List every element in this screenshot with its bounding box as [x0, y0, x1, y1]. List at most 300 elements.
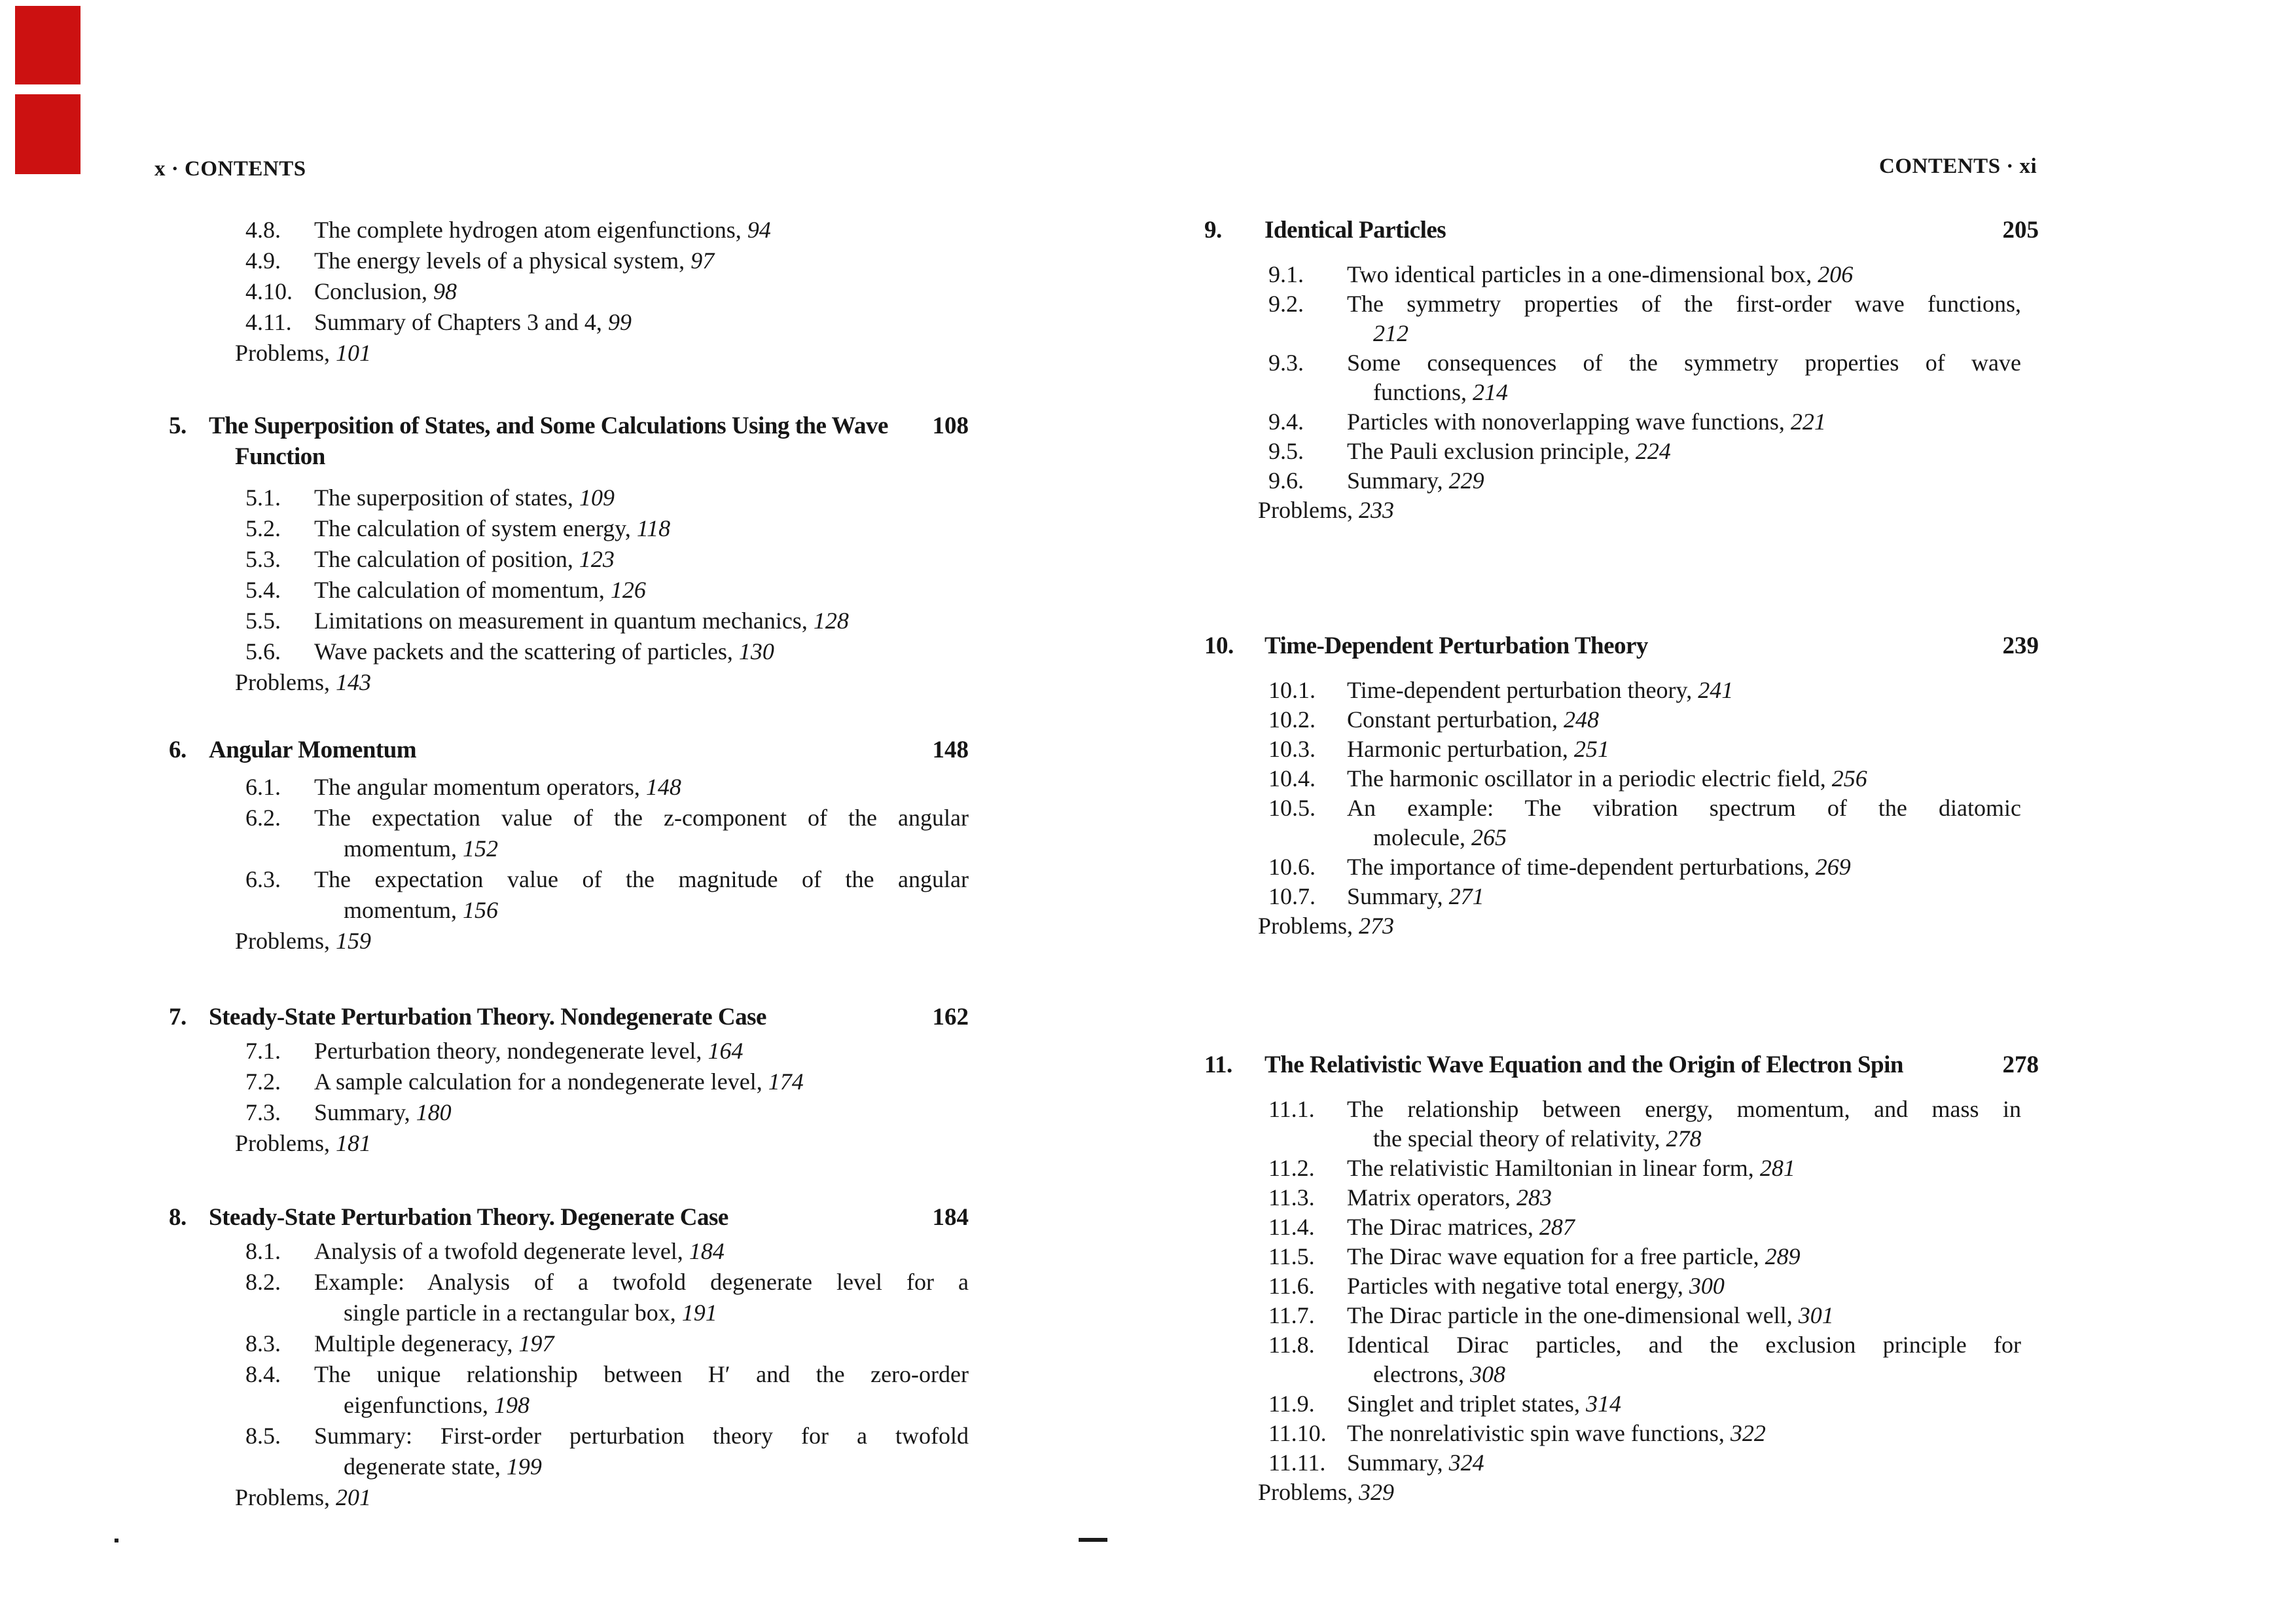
item-page-number: 118	[636, 515, 671, 541]
item-number: 11.9.	[1268, 1391, 1315, 1417]
toc-item	[1268, 1389, 2021, 1419]
item-number: 4.10.	[245, 278, 293, 304]
item-text-line	[1347, 1448, 2021, 1478]
item-text-line	[1373, 1124, 2021, 1154]
problems-page-number: 143	[336, 669, 372, 695]
chapter-title-line: The Relativistic Wave Equation and the Origin of Electron Spin	[1265, 1051, 1903, 1078]
item-page-number: 98	[433, 278, 457, 304]
chapter-page-number: 278	[2002, 1051, 2039, 1078]
toc-item	[245, 1328, 969, 1359]
item-number: 10.5.	[1268, 795, 1316, 821]
item-number: 11.1.	[1268, 1096, 1315, 1122]
item-text-line	[1347, 764, 2021, 793]
item-text: The harmonic oscillator in a periodic electric field,	[1347, 765, 1826, 792]
chapter-8-items	[235, 1236, 969, 1513]
item-number: 9.3.	[1268, 350, 1304, 376]
item-page-number: 281	[1759, 1155, 1795, 1181]
chapter-page-number: 239	[2002, 632, 2039, 659]
chapter-page-number: 148	[932, 737, 969, 763]
item-text: Harmonic perturbation,	[1347, 736, 1568, 762]
chapter-9-section	[1204, 215, 2039, 525]
item-text: A sample calculation for a nondegenerate level,	[314, 1068, 762, 1095]
item-number: 8.2.	[245, 1269, 281, 1295]
item-text: Singlet and triplet states,	[1347, 1391, 1580, 1417]
toc-item	[1268, 1242, 2021, 1271]
chapter-4-items	[235, 215, 969, 369]
item-page-number: 265	[1471, 824, 1507, 850]
item-text: The angular momentum operators,	[314, 774, 640, 800]
toc-item	[245, 1421, 969, 1482]
item-text: Summary: First-order perturbation theory for a twofold	[314, 1423, 969, 1449]
toc-item	[245, 1236, 969, 1267]
chapter-5-section	[169, 410, 969, 698]
chapter-5-items	[235, 483, 969, 698]
item-page-number: 287	[1539, 1214, 1575, 1240]
item-page-number: 322	[1730, 1420, 1766, 1446]
item-text: The calculation of momentum,	[314, 577, 605, 603]
problems-entry	[235, 926, 969, 957]
chapter-heading	[169, 1202, 969, 1233]
item-number: 4.8.	[245, 217, 281, 243]
item-page-number: 109	[579, 484, 615, 511]
item-page-number: 197	[518, 1330, 554, 1357]
chapter-title-line: Identical Particles	[1265, 217, 1446, 244]
item-text: Particles with nonoverlapping wave functions,	[1347, 409, 1785, 435]
item-text: The relationship between energy, momentum, and mass in	[1347, 1096, 2021, 1122]
problems-page-number: 273	[1359, 913, 1395, 939]
item-text: functions,	[1373, 379, 1467, 405]
toc-item	[1268, 1271, 2021, 1301]
item-page-number: 126	[610, 577, 646, 603]
toc-item	[245, 1359, 969, 1421]
item-text: Matrix operators,	[1347, 1184, 1511, 1211]
chapter-heading	[1204, 631, 2039, 661]
item-number: 6.1.	[245, 774, 281, 800]
toc-item	[1268, 407, 2021, 437]
toc-item	[245, 803, 969, 864]
chapter-title	[1265, 631, 1994, 661]
toc-item	[245, 513, 969, 544]
item-text-line	[1347, 1183, 2021, 1213]
chapter-title-line: The Superposition of States, and Some Calculations Using the Wave	[209, 412, 888, 439]
item-number: 5.6.	[245, 638, 281, 665]
item-text-line	[1347, 260, 2021, 289]
item-text-line	[1347, 437, 2021, 466]
item-number: 7.2.	[245, 1068, 281, 1095]
item-text: The calculation of position,	[314, 546, 573, 572]
item-number: 5.3.	[245, 546, 281, 572]
problems-label: Problems,	[1258, 913, 1354, 939]
toc-item	[245, 246, 969, 276]
item-number: 11.10.	[1268, 1420, 1327, 1446]
item-text: Example: Analysis of a twofold degenerate level for a	[314, 1269, 969, 1295]
toc-item	[1268, 735, 2021, 764]
chapter-page-number: 108	[932, 412, 969, 439]
item-text-line	[1347, 793, 2021, 823]
item-number: 11.7.	[1268, 1302, 1315, 1328]
toc-item	[245, 606, 969, 636]
item-page-number: 156	[463, 897, 498, 923]
item-text: Constant perturbation,	[1347, 706, 1558, 733]
item-text: Identical Dirac particles, and the exclusion principle for	[1347, 1332, 2021, 1358]
item-page-number: 123	[579, 546, 615, 572]
item-text-line	[314, 1067, 969, 1097]
item-text-line	[1373, 823, 2021, 852]
item-text-line	[1347, 1271, 2021, 1301]
item-text: The expectation value of the magnitude of the angular	[314, 866, 969, 892]
item-text: Limitations on measurement in quantum mechanics,	[314, 608, 808, 634]
item-page-number: 191	[681, 1300, 717, 1326]
item-text-line	[314, 1097, 969, 1128]
item-page-number: 94	[747, 217, 771, 243]
problems-page-number: 181	[336, 1130, 372, 1156]
item-page-number: 214	[1472, 379, 1508, 405]
item-page-number: 164	[708, 1038, 744, 1064]
item-text-line	[314, 246, 969, 276]
item-page-number: 174	[768, 1068, 804, 1095]
item-number: 11.6.	[1268, 1273, 1315, 1299]
item-page-number: 130	[738, 638, 774, 665]
item-page-number: 212	[1373, 320, 1408, 346]
item-text: Some consequences of the symmetry properties of wave	[1347, 350, 2021, 376]
chapter-11-items	[1258, 1095, 2021, 1507]
chapter-number: 5.	[169, 412, 187, 439]
item-text: Conclusion,	[314, 278, 428, 304]
item-text: The calculation of system energy,	[314, 515, 631, 541]
item-text: momentum,	[344, 897, 457, 923]
item-page-number: 99	[607, 309, 632, 335]
chapter-title-line: Steady-State Perturbation Theory. Degenerate Case	[209, 1204, 728, 1231]
item-page-number: 128	[813, 608, 849, 634]
toc-item	[1268, 676, 2021, 705]
item-number: 8.3.	[245, 1330, 281, 1357]
right-running-head: CONTENTS · xi	[1879, 155, 2037, 178]
item-text: Two identical particles in a one-dimensional box,	[1347, 261, 1812, 287]
toc-item	[1268, 466, 2021, 496]
toc-item	[1268, 1419, 2021, 1448]
toc-item	[245, 636, 969, 667]
item-text-line	[314, 864, 969, 895]
problems-label: Problems,	[1258, 497, 1354, 523]
item-page-number: 289	[1765, 1243, 1801, 1269]
item-text-line	[1347, 1389, 2021, 1419]
item-text: The superposition of states,	[314, 484, 573, 511]
problems-label: Problems,	[1258, 1479, 1354, 1505]
item-number: 9.1.	[1268, 261, 1304, 287]
toc-item	[1268, 882, 2021, 911]
toc-item	[1268, 289, 2021, 348]
item-text: The Dirac matrices,	[1347, 1214, 1534, 1240]
item-text: Time-dependent perturbation theory,	[1347, 677, 1693, 703]
item-text: Summary,	[1347, 883, 1443, 909]
item-text: molecule,	[1373, 824, 1465, 850]
scan-fiducial-top	[15, 6, 81, 84]
toc-item	[1268, 1154, 2021, 1183]
item-text-line	[1347, 466, 2021, 496]
item-text-line	[1347, 1213, 2021, 1242]
toc-item	[245, 1267, 969, 1328]
item-page-number: 271	[1448, 883, 1484, 909]
item-text-line	[1347, 1242, 2021, 1271]
item-number: 10.1.	[1268, 677, 1316, 703]
problems-entry	[1258, 496, 2021, 525]
item-number: 11.8.	[1268, 1332, 1315, 1358]
chapter-title	[209, 410, 945, 472]
item-text: single particle in a rectangular box,	[344, 1300, 676, 1326]
item-text-line	[1347, 407, 2021, 437]
item-number: 4.9.	[245, 247, 281, 274]
toc-item	[1268, 1330, 2021, 1389]
item-text: eigenfunctions,	[344, 1392, 488, 1418]
item-text: The importance of time-dependent perturbations,	[1347, 854, 1810, 880]
item-page-number: 180	[416, 1099, 452, 1125]
toc-item	[245, 575, 969, 606]
item-number: 5.4.	[245, 577, 281, 603]
item-number: 4.11.	[245, 309, 292, 335]
chapter-title-line: Function	[235, 443, 325, 470]
chapter-number: 11.	[1204, 1051, 1232, 1078]
item-text-line	[344, 833, 969, 864]
item-number: 7.3.	[245, 1099, 281, 1125]
chapter-title	[209, 1202, 945, 1233]
chapter-6-items	[235, 772, 969, 957]
item-page-number: 283	[1516, 1184, 1552, 1211]
toc-item	[245, 1067, 969, 1097]
item-text-line	[1373, 319, 2021, 348]
problems-entry	[1258, 1478, 2021, 1507]
item-text: Particles with negative total energy,	[1347, 1273, 1683, 1299]
item-text-line	[344, 1298, 969, 1328]
toc-item	[1268, 705, 2021, 735]
item-text: degenerate state,	[344, 1453, 501, 1480]
chapter-8-section	[169, 1202, 969, 1513]
item-number: 9.6.	[1268, 467, 1304, 494]
problems-page-number: 201	[336, 1484, 372, 1510]
item-text-line	[1347, 1419, 2021, 1448]
item-text: The Pauli exclusion principle,	[1347, 438, 1630, 464]
item-text-line	[1347, 1301, 2021, 1330]
item-text-line	[1347, 289, 2021, 319]
toc-item	[245, 772, 969, 803]
left-running-head: x · CONTENTS	[154, 157, 306, 181]
item-text-line	[1347, 852, 2021, 882]
item-page-number: 221	[1790, 409, 1826, 435]
item-text-line	[1347, 348, 2021, 378]
chapter-number: 8.	[169, 1204, 187, 1231]
problems-page-number: 329	[1359, 1479, 1395, 1505]
item-page-number: 256	[1831, 765, 1867, 792]
item-text-line	[314, 1328, 969, 1359]
item-text: The relativistic Hamiltonian in linear form,	[1347, 1155, 1754, 1181]
item-page-number: 152	[463, 835, 498, 862]
item-page-number: 324	[1448, 1450, 1484, 1476]
item-text: Analysis of a twofold degenerate level,	[314, 1238, 683, 1264]
item-text-line	[314, 575, 969, 606]
item-text-line	[314, 1236, 969, 1267]
chapter-heading	[1204, 1050, 2039, 1080]
item-text: the special theory of relativity,	[1373, 1125, 1660, 1152]
item-text-line	[1347, 1330, 2021, 1360]
problems-entry	[235, 1482, 969, 1513]
item-page-number: 199	[506, 1453, 542, 1480]
item-page-number: 97	[691, 247, 715, 274]
toc-item	[1268, 260, 2021, 289]
chapter-number: 7.	[169, 1004, 187, 1030]
scan-fiducial-bottom	[15, 94, 81, 174]
item-text-line	[344, 1390, 969, 1421]
item-number: 11.3.	[1268, 1184, 1315, 1211]
item-number: 11.11.	[1268, 1450, 1326, 1476]
toc-item	[1268, 437, 2021, 466]
item-text-line	[1347, 705, 2021, 735]
item-text: electrons,	[1373, 1361, 1464, 1387]
item-number: 8.1.	[245, 1238, 281, 1264]
problems-label: Problems,	[235, 1130, 331, 1156]
item-text-line	[314, 606, 969, 636]
item-page-number: 308	[1469, 1361, 1505, 1387]
item-text-line	[1347, 735, 2021, 764]
item-number: 10.2.	[1268, 706, 1316, 733]
chapter-heading	[169, 1002, 969, 1032]
item-number: 9.4.	[1268, 409, 1304, 435]
item-text: momentum,	[344, 835, 457, 862]
toc-item	[1268, 1095, 2021, 1154]
item-number: 8.4.	[245, 1361, 281, 1387]
item-page-number: 198	[493, 1392, 529, 1418]
toc-item	[245, 307, 969, 338]
item-number: 10.4.	[1268, 765, 1316, 792]
item-number: 11.4.	[1268, 1214, 1315, 1240]
chapter-10-section	[1204, 631, 2039, 941]
chapter-page-number: 184	[932, 1204, 969, 1231]
item-text: Summary of Chapters 3 and 4,	[314, 309, 602, 335]
problems-entry	[235, 1128, 969, 1159]
item-page-number: 251	[1573, 736, 1609, 762]
problems-label: Problems,	[235, 1484, 331, 1510]
chapter-title	[1265, 215, 1994, 245]
item-text-line	[1347, 882, 2021, 911]
problems-entry	[235, 667, 969, 698]
item-text-line	[314, 307, 969, 338]
item-text-line	[314, 483, 969, 513]
chapter-page-number: 162	[932, 1004, 969, 1030]
item-text-line	[314, 544, 969, 575]
item-text: Summary,	[314, 1099, 410, 1125]
chapter-4-continuation	[169, 215, 969, 369]
problems-label: Problems,	[235, 340, 331, 366]
chapter-title	[1265, 1050, 1994, 1080]
item-text: The unique relationship between H′ and the zero-order	[314, 1361, 969, 1387]
item-number: 6.3.	[245, 866, 281, 892]
chapter-title	[209, 735, 945, 765]
toc-item	[245, 483, 969, 513]
item-number: 5.1.	[245, 484, 281, 511]
item-number: 10.7.	[1268, 883, 1316, 909]
toc-item	[1268, 764, 2021, 793]
chapter-heading	[1204, 215, 2039, 245]
toc-item	[245, 215, 969, 246]
item-text-line	[1347, 1154, 2021, 1183]
chapter-11-section	[1204, 1050, 2039, 1507]
item-text: The nonrelativistic spin wave functions,	[1347, 1420, 1725, 1446]
toc-item	[245, 864, 969, 926]
item-text: The energy levels of a physical system,	[314, 247, 685, 274]
chapter-7-items	[235, 1036, 969, 1159]
chapter-heading	[169, 410, 969, 472]
item-text: Multiple degeneracy,	[314, 1330, 513, 1357]
chapter-9-items	[1258, 260, 2021, 525]
item-text-line	[314, 636, 969, 667]
item-page-number: 278	[1666, 1125, 1702, 1152]
toc-item	[1268, 793, 2021, 852]
item-page-number: 248	[1563, 706, 1599, 733]
toc-item	[245, 1036, 969, 1067]
item-number: 8.5.	[245, 1423, 281, 1449]
item-text: The Dirac wave equation for a free particle,	[1347, 1243, 1759, 1269]
item-text-line	[314, 803, 969, 833]
chapter-title-line: Angular Momentum	[209, 737, 417, 763]
toc-item	[1268, 348, 2021, 407]
item-text-line	[1347, 676, 2021, 705]
item-text: The complete hydrogen atom eigenfunctions,	[314, 217, 742, 243]
item-number: 5.5.	[245, 608, 281, 634]
item-number: 10.3.	[1268, 736, 1316, 762]
item-number: 9.5.	[1268, 438, 1304, 464]
item-number: 5.2.	[245, 515, 281, 541]
toc-item	[245, 1097, 969, 1128]
item-text-line	[344, 895, 969, 926]
item-text: Summary,	[1347, 1450, 1443, 1476]
item-text: The symmetry properties of the first-order wave functions,	[1347, 291, 2021, 317]
item-text: Summary,	[1347, 467, 1443, 494]
item-number: 7.1.	[245, 1038, 281, 1064]
item-page-number: 184	[689, 1238, 725, 1264]
item-text-line	[314, 1036, 969, 1067]
chapter-title-line: Steady-State Perturbation Theory. Nondegenerate Case	[209, 1004, 766, 1030]
toc-item	[1268, 1301, 2021, 1330]
chapter-7-section	[169, 1002, 969, 1159]
item-text-line	[314, 1421, 969, 1451]
toc-item	[245, 544, 969, 575]
toc-item	[1268, 1183, 2021, 1213]
chapter-6-section	[169, 735, 969, 957]
scan-artifact-dash	[1079, 1538, 1107, 1542]
problems-page-number: 101	[336, 340, 372, 366]
chapter-number: 10.	[1204, 632, 1234, 659]
item-text-line	[1373, 1360, 2021, 1389]
item-number: 6.2.	[245, 805, 281, 831]
item-page-number: 269	[1815, 854, 1851, 880]
item-text: An example: The vibration spectrum of the diatomic	[1347, 795, 2021, 821]
item-text-line	[314, 772, 969, 803]
problems-label: Problems,	[235, 928, 331, 954]
item-page-number: 300	[1689, 1273, 1725, 1299]
item-page-number: 229	[1448, 467, 1484, 494]
scan-artifact-dot	[115, 1539, 118, 1542]
item-page-number: 241	[1698, 677, 1734, 703]
item-text: The Dirac particle in the one-dimensional well,	[1347, 1302, 1793, 1328]
item-text-line	[1373, 378, 2021, 407]
toc-item	[1268, 1213, 2021, 1242]
item-text: The expectation value of the z-component of the angular	[314, 805, 969, 831]
item-text-line	[314, 1267, 969, 1298]
item-number: 9.2.	[1268, 291, 1304, 317]
problems-entry	[235, 338, 969, 369]
item-text-line	[314, 215, 969, 246]
item-text: Perturbation theory, nondegenerate level,	[314, 1038, 702, 1064]
toc-item	[1268, 852, 2021, 882]
item-text-line	[1347, 1095, 2021, 1124]
